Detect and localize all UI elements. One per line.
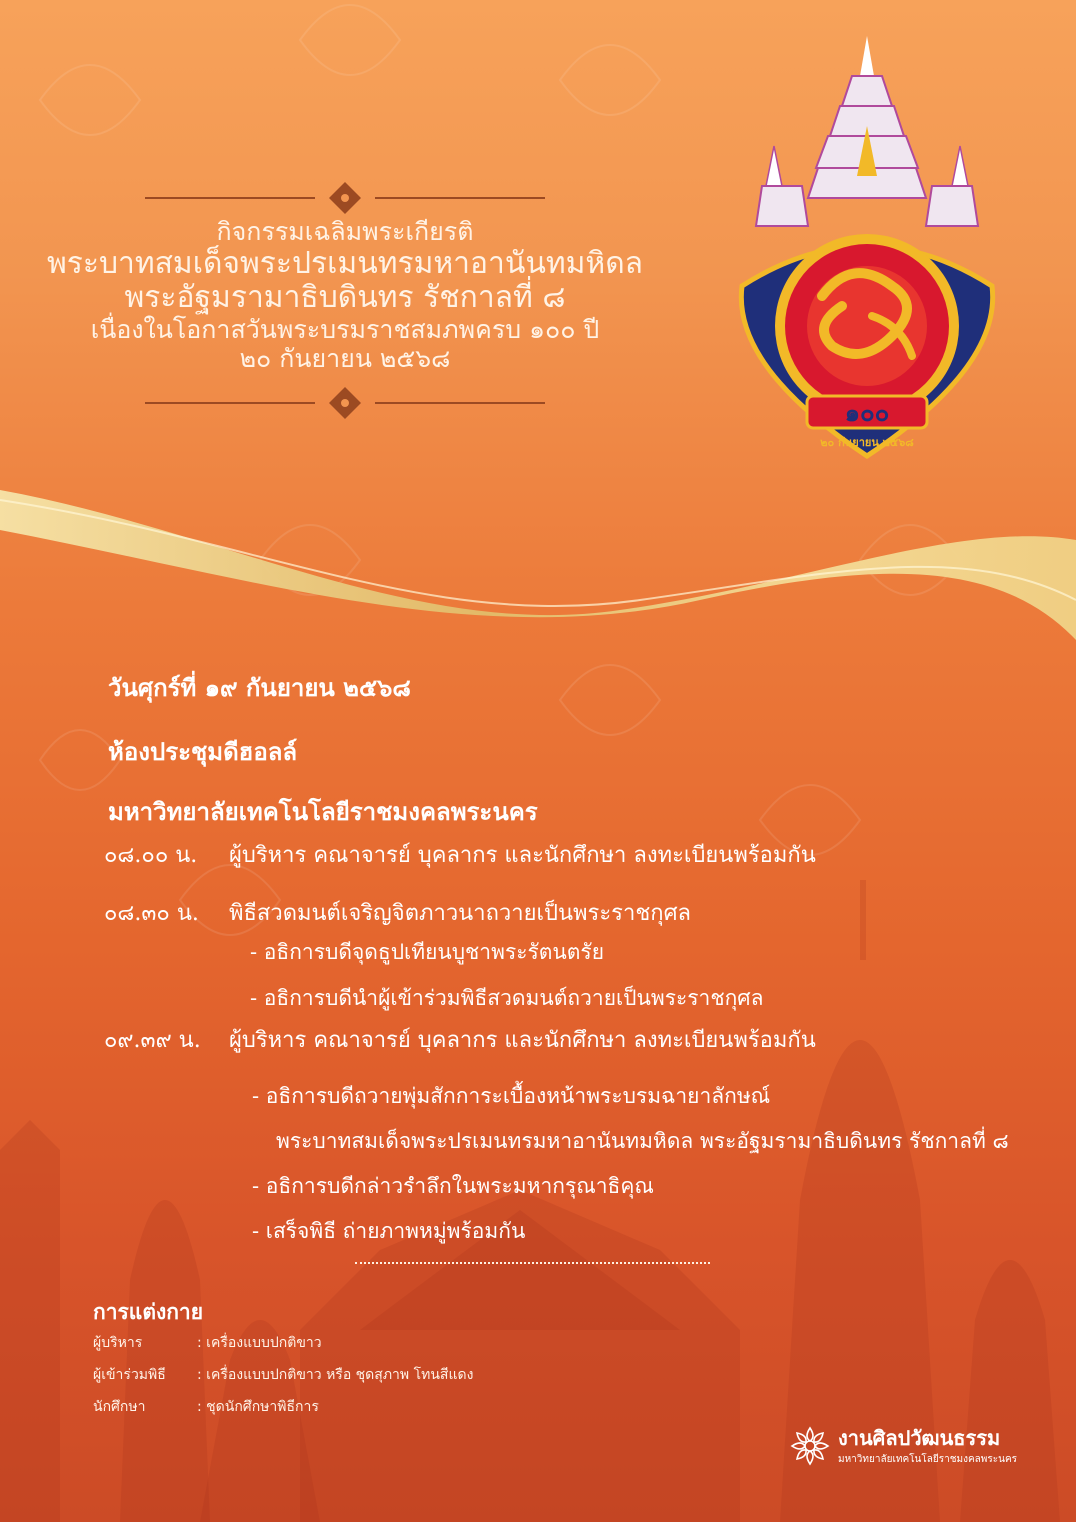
lotus-mandala-icon [788, 1424, 832, 1468]
bottom-ornament-divider [135, 383, 555, 423]
dress-code-row [93, 1332, 322, 1354]
dress-attire: : เครื่องแบบปกติขาว หรือ ชุดสุภาพ โทนสีแดง [197, 1367, 474, 1383]
schedule-row-0800 [104, 837, 816, 872]
event-university: มหาวิทยาลัยเทคโนโลยีราชมงคลพระนคร [108, 797, 538, 826]
header-block [0, 178, 690, 423]
dress-role: ผู้เข้าร่วมพิธี [93, 1367, 166, 1383]
sub-item: - อธิการบดีกล่าวรำลึกในพระมหากรุณาธิคุณ [252, 1174, 654, 1198]
dotted-divider [355, 1262, 710, 1264]
sub-item: - อธิการบดีจุดธูปเทียนบูชาพระรัตนตรัย [250, 940, 604, 964]
schedule-row-0939 [104, 1022, 816, 1057]
dress-role: ผู้บริหาร [93, 1335, 143, 1351]
sub-item: พระบาทสมเด็จพระปรเมนทรมหาอานันทมหิดล พระอัฐมรามาธิบดินทร รัชกาลที่ ๘ [276, 1129, 1009, 1153]
department-logo [788, 1422, 1048, 1476]
schedule-activity: พิธีสวดมนต์เจริญจิตภาวนาถวายเป็นพระราชกุศล [229, 901, 692, 926]
dress-code-title: การแต่งกาย [93, 1299, 204, 1324]
schedule-row-0830 [104, 895, 691, 930]
header-line-5: ๒๐ กันยายน ๒๕๖๘ [239, 343, 451, 373]
header-line-2: พระบาทสมเด็จพระปรเมนทรมหาอานันทมหิดล [46, 245, 644, 281]
header-line-1: กิจกรรมเฉลิมพระเกียรติ [216, 217, 474, 246]
schedule-activity: ผู้บริหาร คณาจารย์ บุคลากร และนักศึกษา ลงทะเบียนพร้อมกัน [229, 1028, 816, 1053]
dress-attire: : ชุดนักศึกษาพิธีการ [197, 1399, 319, 1415]
department-name: งานศิลปวัฒนธรรม [838, 1426, 1001, 1450]
dress-attire: : เครื่องแบบปกติขาว [197, 1335, 322, 1351]
royal-emblem-logo [722, 36, 1012, 476]
top-ornament-divider [135, 178, 555, 218]
schedule-activity: ผู้บริหาร คณาจารย์ บุคลากร และนักศึกษา ลงทะเบียนพร้อมกัน [229, 843, 816, 868]
sub-item: - อธิการบดีถวายพุ่มสักการะเบื้องหน้าพระบรมฉายาลักษณ์ [252, 1084, 771, 1108]
header-line-3: พระอัฐมรามาธิบดินทร รัชกาลที่ ๘ [124, 280, 566, 316]
sub-item: - อธิการบดีนำผู้เข้าร่วมพิธีสวดมนต์ถวายเป็นพระราชกุศล [250, 986, 764, 1010]
dress-code-row [93, 1396, 319, 1418]
event-room: ห้องประชุมดีฮอลล์ [108, 737, 298, 766]
header-line-4: เนื่องในโอกาสวันพระบรมราชสมภพครบ ๑๐๐ ปี [90, 314, 600, 344]
dress-code-row [93, 1364, 473, 1386]
emblem-numeral: ๑๐๐ [844, 399, 890, 427]
sub-item: - เสร็จพิธี ถ่ายภาพหมู่พร้อมกัน [252, 1219, 526, 1243]
event-date: วันศุกร์ที่ ๑๙ กันยายน ๒๕๖๘ [108, 673, 411, 702]
schedule-time: ๐๙.๓๙ น. [104, 1028, 201, 1053]
dress-role: นักศึกษา [93, 1399, 146, 1415]
emblem-date: ๒๐ กันยายน ๒๕๖๘ [820, 436, 914, 449]
schedule-time: ๐๘.๐๐ น. [104, 843, 198, 868]
schedule-time: ๐๘.๓๐ น. [104, 901, 199, 926]
department-university: มหาวิทยาลัยเทคโนโลยีราชมงคลพระนคร [838, 1454, 1018, 1465]
